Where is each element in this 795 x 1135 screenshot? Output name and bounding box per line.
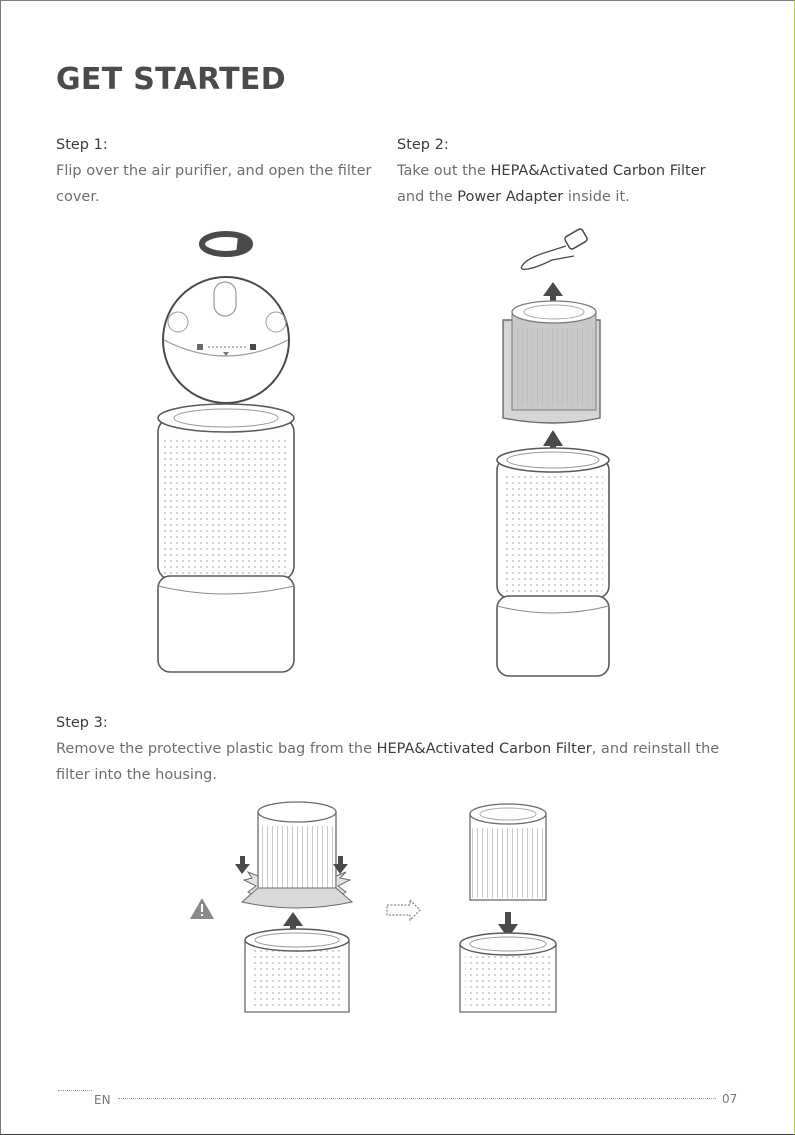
dashed-next-arrow-icon	[387, 900, 420, 920]
step-3-text-post: , and reinstall the	[591, 741, 720, 757]
step-2-text-mid: and the	[397, 189, 458, 205]
step-2-filter-name: HEPA&Activated Carbon Filter	[490, 163, 706, 179]
footer-language: EN	[94, 1093, 111, 1107]
step-2-text-pre: Take out the	[397, 163, 491, 179]
footer-dotted-rule-left	[58, 1090, 92, 1091]
step-3-text-pre: Remove the protective plastic bag from the	[56, 741, 377, 757]
page-title: GET STARTED	[56, 62, 286, 97]
down-arrow-icon	[235, 856, 250, 874]
step-2-text-post: inside it.	[563, 189, 630, 205]
step-1-heading: Step 1:	[56, 137, 108, 153]
footer-dotted-rule	[118, 1098, 716, 1099]
power-adapter-icon	[521, 228, 588, 269]
filter-in-bag	[503, 301, 600, 423]
step-3-illustration	[190, 802, 556, 1012]
page-number: 07	[722, 1092, 738, 1106]
step-3-line-2: filter into the housing.	[56, 767, 217, 783]
step-3-filter-name: HEPA&Activated Carbon Filter	[376, 741, 592, 757]
step-1-purifier-illustration	[158, 234, 294, 672]
rotate-arrow-icon	[202, 234, 252, 254]
step-2-heading: Step 2:	[397, 137, 449, 153]
step-1-line-2: cover.	[56, 189, 100, 205]
step-3-heading: Step 3:	[56, 715, 108, 731]
step-1-line-1: Flip over the air purifier, and open the filter	[56, 163, 372, 179]
step-2-illustration	[497, 228, 609, 676]
step-2-adapter-name: Power Adapter	[457, 189, 564, 205]
warning-icon	[190, 898, 214, 919]
